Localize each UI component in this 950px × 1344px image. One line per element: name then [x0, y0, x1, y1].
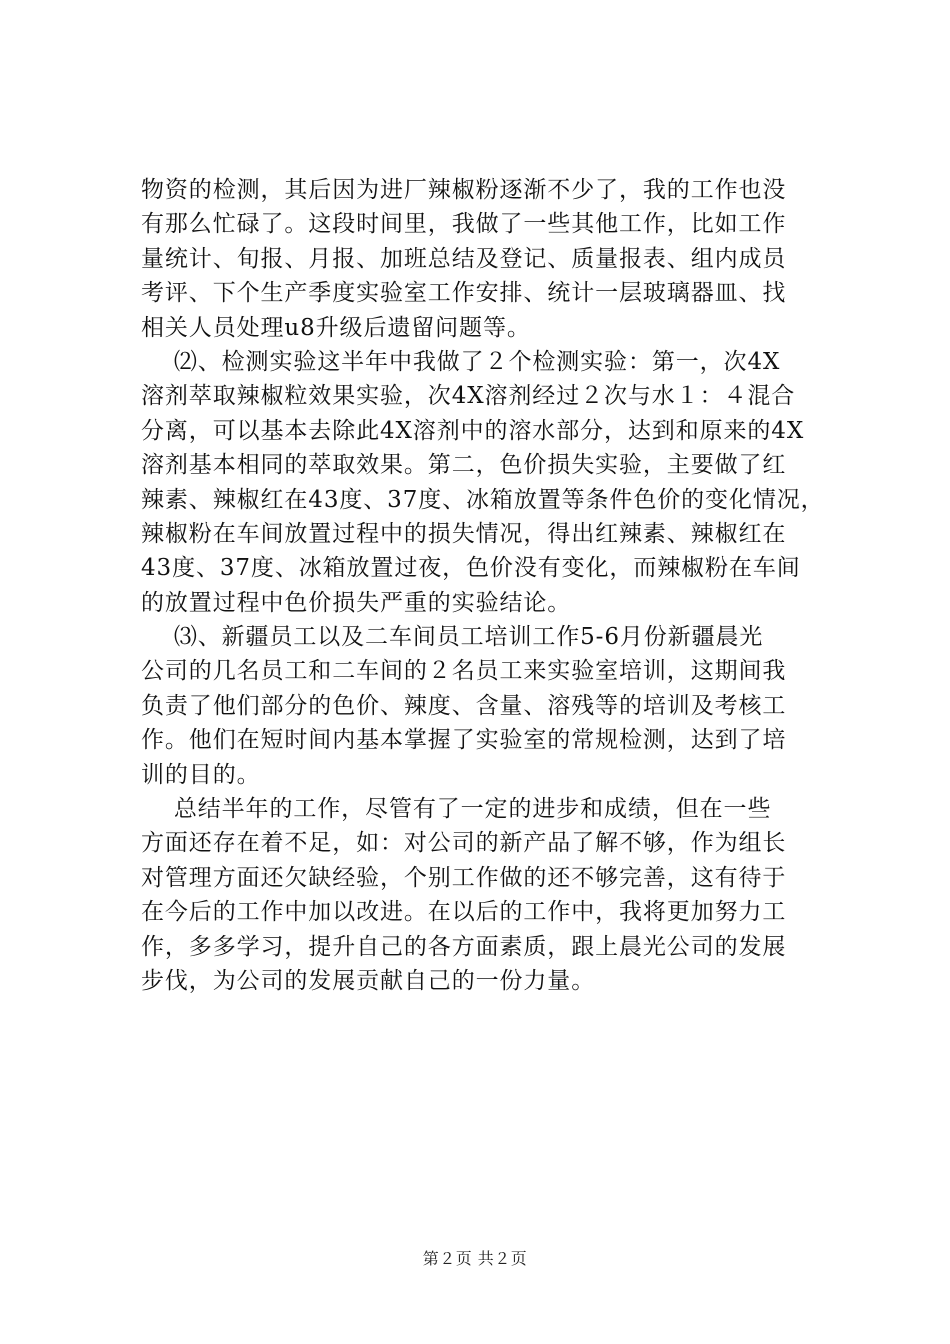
text-line: 分离，可以基本去除此4X溶剂中的溶水部分，达到和原来的4X	[141, 417, 805, 444]
text-line: ⑶、新疆员工以及二车间员工培训工作5-6月份新疆晨光	[141, 624, 764, 651]
text-line: 量统计、旬报、月报、加班总结及登记、质量报表、组内成员	[141, 245, 787, 272]
text-line: 对管理方面还欠缺经验，个别工作做的还不够完善，这有待于	[141, 864, 787, 891]
document-body	[141, 173, 831, 998]
text-line: 辣素、辣椒红在43度、37度、冰箱放置等条件色价的变化情况，	[141, 486, 825, 513]
text-line: ⑵、检测实验这半年中我做了２个检测实验：第一，次4X	[141, 348, 781, 375]
text-line: 的放置过程中色价损失严重的实验结论。	[141, 589, 572, 616]
text-line: 有那么忙碌了。这段时间里，我做了一些其他工作，比如工作	[141, 211, 787, 238]
text-line: 方面还存在着不足，如：对公司的新产品了解不够，作为组长	[141, 830, 787, 857]
text-line: 溶剂萃取辣椒粒效果实验，次4X溶剂经过２次与水１：４混合	[141, 383, 796, 410]
text-line: 作。他们在短时间内基本掌握了实验室的常规检测，达到了培	[141, 727, 787, 754]
text-line: 43度、37度、冰箱放置过夜，色价没有变化，而辣椒粉在车间	[141, 555, 801, 582]
text-line: 在今后的工作中加以改进。在以后的工作中，我将更加努力工	[141, 899, 787, 926]
page-number-footer: 第２页 共２页	[422, 1249, 528, 1268]
text-line: 辣椒粉在车间放置过程中的损失情况，得出红辣素、辣椒红在	[141, 520, 787, 547]
text-line: 溶剂基本相同的萃取效果。第二，色价损失实验，主要做了红	[141, 452, 787, 479]
text-line: 负责了他们部分的色价、辣度、含量、溶残等的培训及考核工	[141, 692, 787, 719]
text-line: 总结半年的工作，尽管有了一定的进步和成绩，但在一些	[141, 796, 772, 823]
text-line: 作，多多学习，提升自己的各方面素质，跟上晨光公司的发展	[141, 933, 787, 960]
text-line: 步伐，为公司的发展贡献自己的一份力量。	[141, 967, 596, 994]
text-line: 相关人员处理u8升级后遗留问题等。	[141, 314, 531, 341]
text-line: 考评、下个生产季度实验室工作安排、统计一层玻璃器皿、找	[141, 280, 787, 307]
text-line: 训的目的。	[141, 761, 261, 788]
text-line: 公司的几名员工和二车间的２名员工来实验室培训，这期间我	[141, 658, 787, 685]
text-line: 物资的检测，其后因为进厂辣椒粉逐渐不少了，我的工作也没	[141, 177, 787, 203]
